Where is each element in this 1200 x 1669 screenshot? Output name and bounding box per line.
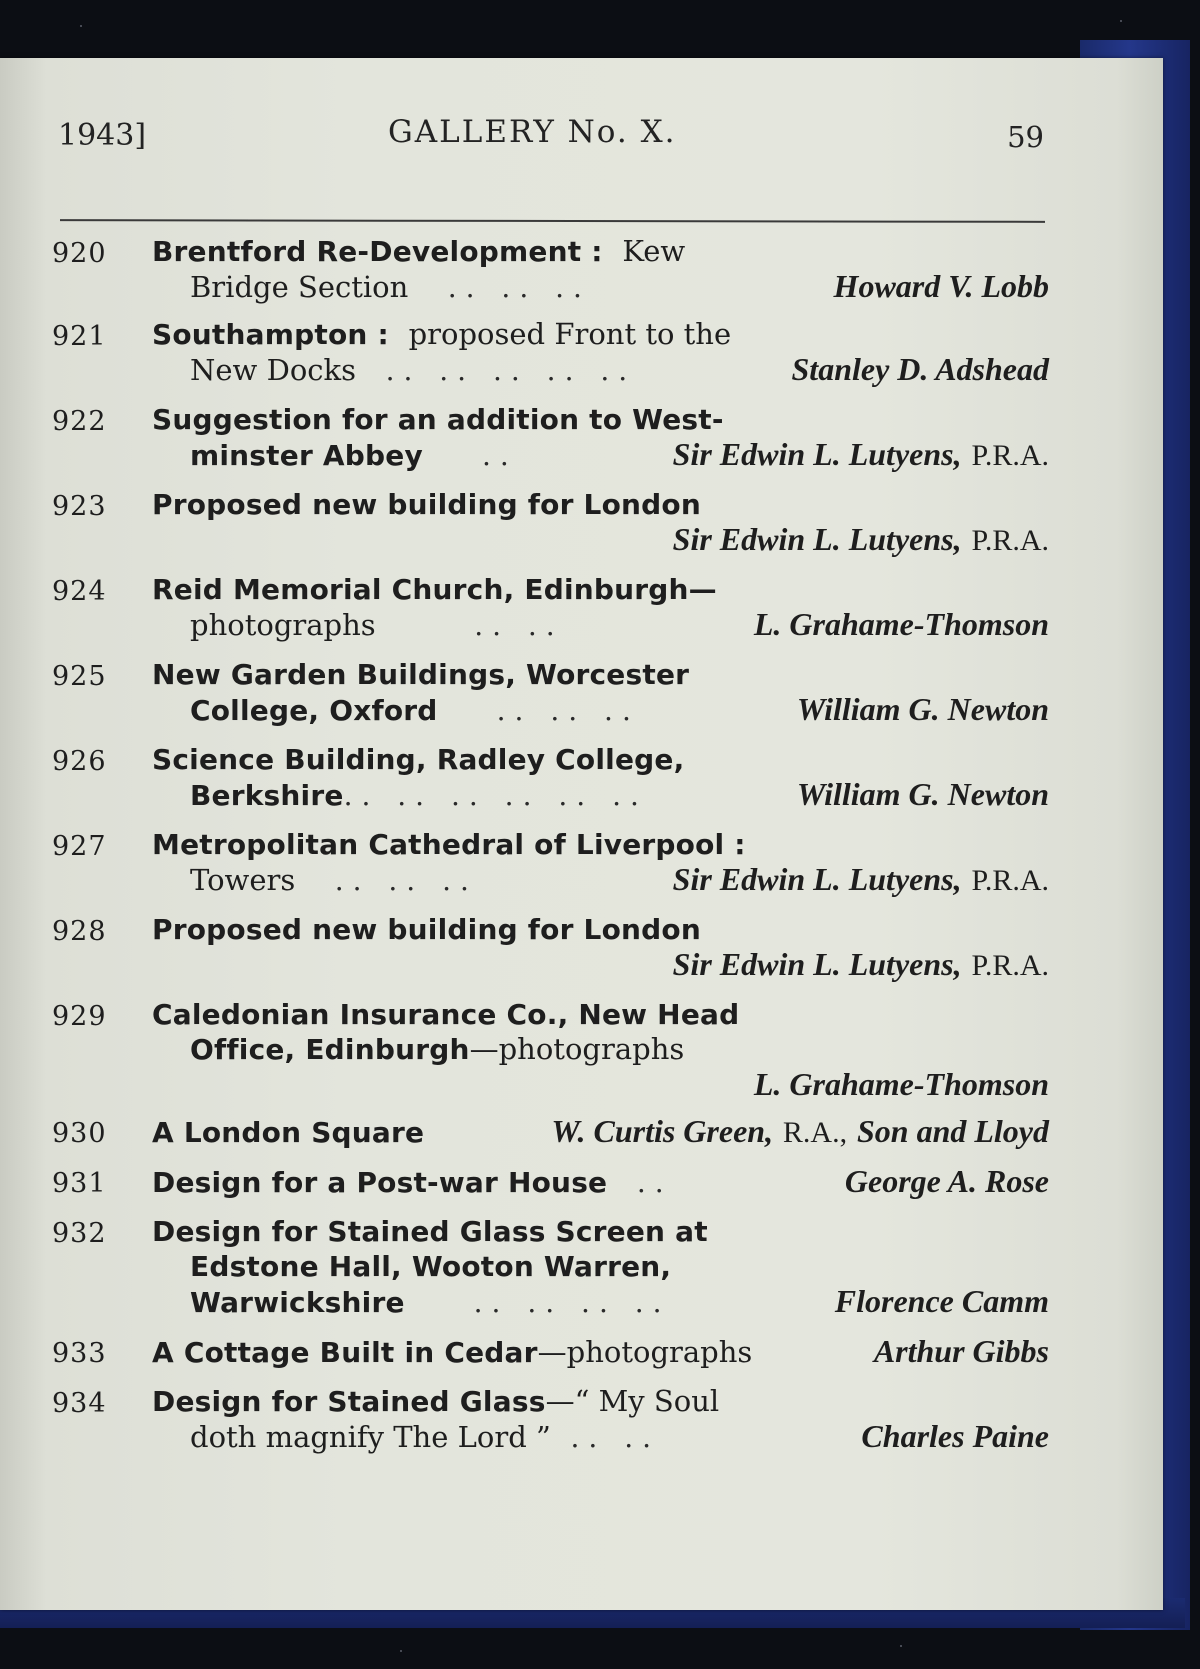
catalogue-list: [44, 234, 1049, 1455]
leader-dots: .. .. .. ..: [473, 1286, 671, 1319]
page-number: 59: [1007, 120, 1044, 154]
entry-title-line2: Berkshire: [190, 779, 344, 812]
entry-title: Design for Stained Glass: [152, 1385, 546, 1418]
background-speck: [80, 25, 82, 27]
leader-dots: .. ..: [474, 609, 564, 642]
catalogue-entry: [44, 657, 1049, 728]
leader-dots: .. .. .. .. ..: [385, 354, 637, 387]
entry-title: New Garden Buildings, Worcester: [152, 658, 690, 691]
entry-number: 920: [52, 238, 107, 269]
catalogue-entry: [44, 1384, 1049, 1455]
entry-number: 934: [52, 1388, 107, 1419]
entry-title-line2: Bridge Section: [190, 270, 409, 304]
entry-title-rest: —photographs: [537, 1335, 753, 1369]
entry-title-line2-rest: —photographs: [469, 1032, 685, 1066]
entry-title-rest: —“ My Soul: [545, 1384, 720, 1418]
entry-number: 923: [52, 491, 107, 522]
entry-title-line3: Warwickshire: [190, 1286, 405, 1319]
background-speck: [900, 1645, 902, 1647]
entry-number: 932: [52, 1218, 107, 1249]
entry-number: 930: [52, 1118, 107, 1149]
entry-title: Design for Stained Glass Screen at: [152, 1215, 708, 1248]
entry-artist-honour: R.A.,: [782, 1116, 848, 1149]
leader-dots: ..: [636, 1166, 673, 1199]
entry-title: Caledonian Insurance Co., New Head: [152, 998, 740, 1031]
entry-title-line2: Office, Edinburgh: [190, 1033, 470, 1066]
entry-artist-honour: P.R.A.: [971, 439, 1049, 472]
entry-title-rest: proposed Front to the: [408, 317, 732, 351]
entry-artist-honour: P.R.A.: [971, 524, 1049, 557]
entry-artist: Charles Paine: [861, 1418, 1049, 1454]
entry-number: 924: [52, 576, 107, 607]
entry-title-line2: minster Abbey: [190, 439, 423, 472]
catalogue-entry: [44, 487, 1049, 558]
entry-number: 929: [52, 1001, 107, 1032]
catalogue-entry: [44, 402, 1049, 473]
entry-title: Suggestion for an addition to West-: [152, 403, 724, 436]
entry-number: 922: [52, 406, 107, 437]
entry-artist: William G. Newton: [796, 691, 1049, 727]
entry-number: 925: [52, 661, 107, 692]
entry-title-line2: Towers: [190, 863, 296, 897]
entry-artist: Stanley D. Adshead: [791, 351, 1049, 387]
catalogue-entry: [44, 234, 1049, 305]
entry-artist-secondary: Son and Lloyd: [856, 1113, 1049, 1149]
header-year: 1943]: [58, 118, 147, 153]
leader-dots: ..: [482, 439, 518, 472]
entry-artist: George A. Rose: [844, 1163, 1049, 1199]
catalogue-entry: [44, 1214, 1049, 1320]
entry-number: 926: [52, 746, 107, 777]
entry-artist: Florence Camm: [834, 1283, 1049, 1319]
entry-artist: William G. Newton: [796, 776, 1049, 812]
entry-artist-honour: P.R.A.: [971, 949, 1049, 982]
leader-dots: .. .. .. .. .. ..: [343, 779, 648, 812]
entry-title: Metropolitan Cathedral of Liverpool :: [152, 828, 746, 861]
entry-title-line2: doth magnify The Lord ”: [190, 1420, 551, 1454]
entry-title-line2: Edstone Hall, Wooton Warren,: [190, 1250, 672, 1283]
entry-artist: Sir Edwin L. Lutyens,: [672, 436, 962, 472]
entry-number: 931: [52, 1168, 107, 1199]
entry-artist: W. Curtis Green,: [551, 1113, 774, 1149]
entry-title-rest: Kew: [622, 234, 686, 268]
entry-title: Southampton :: [152, 318, 389, 351]
entry-title: A Cottage Built in Cedar: [152, 1336, 538, 1369]
entry-artist: L. Grahame-Thomson: [753, 1066, 1049, 1102]
entry-number: 933: [52, 1338, 107, 1369]
leader-dots: .. .. ..: [334, 864, 478, 897]
catalogue-entry: [44, 1114, 1049, 1150]
entry-title: A London Square: [152, 1116, 425, 1149]
catalogue-entry: [44, 1164, 1049, 1200]
catalogue-entry: [44, 997, 1049, 1102]
leader-dots: .. ..: [570, 1421, 661, 1454]
entry-artist: Sir Edwin L. Lutyens,: [672, 861, 962, 897]
leader-dots: .. .. ..: [496, 694, 640, 727]
catalogue-entry: [44, 912, 1049, 983]
entry-title: Proposed new building for London: [152, 488, 701, 521]
background-speck: [400, 1650, 402, 1652]
entry-artist: L. Grahame-Thomson: [753, 606, 1049, 642]
entry-title: Brentford Re-Development :: [152, 235, 603, 268]
entry-title: Proposed new building for London: [152, 913, 701, 946]
catalogue-entry: [44, 742, 1049, 813]
entry-title: Design for a Post-war House: [152, 1166, 608, 1199]
catalogue-entry: [44, 1334, 1049, 1370]
entry-title-line2: New Docks: [190, 353, 356, 387]
entry-artist: Sir Edwin L. Lutyens,: [672, 521, 962, 557]
entry-number: 928: [52, 916, 107, 947]
entry-title: Reid Memorial Church, Edinburgh—: [152, 573, 717, 606]
leader-dots: .. .. ..: [447, 271, 591, 304]
entry-number: 927: [52, 831, 107, 862]
entry-title-line2: photographs: [190, 608, 376, 642]
background-speck: [1120, 20, 1122, 22]
entry-number: 921: [52, 321, 107, 352]
entry-artist: Arthur Gibbs: [873, 1333, 1049, 1369]
entry-title: Science Building, Radley College,: [152, 743, 685, 776]
entry-artist: Howard V. Lobb: [833, 268, 1049, 304]
catalogue-entry: [44, 572, 1049, 643]
catalogue-entry: [44, 827, 1049, 898]
catalogue-entry: [44, 317, 1049, 388]
entry-title-line2: College, Oxford: [190, 694, 438, 727]
entry-artist-honour: P.R.A.: [971, 864, 1049, 897]
gallery-title: GALLERY No. X.: [388, 114, 677, 150]
entry-artist: Sir Edwin L. Lutyens,: [672, 946, 962, 982]
page-header: [58, 108, 1044, 152]
